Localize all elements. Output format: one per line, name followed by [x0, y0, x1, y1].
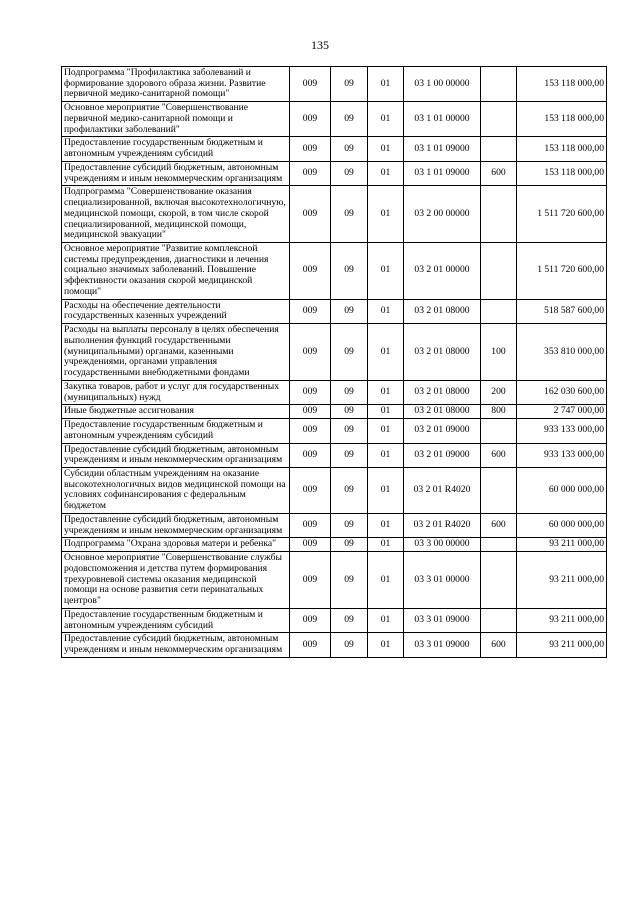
ministry-code: 009	[290, 633, 331, 657]
subsection-code: 01	[368, 405, 404, 419]
subsection-code: 01	[368, 324, 404, 381]
table-row	[62, 608, 607, 632]
target-article: 03 2 01 R4020	[404, 513, 481, 537]
section-code: 09	[331, 243, 368, 300]
row-name: Основное мероприятие "Совершенствование службы родовспоможения и детства путем формирования трехуровневой системы оказания медицинской помощи на основе развития сети перинатальных центров"	[62, 552, 290, 609]
subsection-code: 01	[368, 538, 404, 552]
amount: 933 133 000,00	[517, 419, 607, 443]
table-row	[62, 513, 607, 537]
expense-kind	[481, 102, 517, 137]
ministry-code: 009	[290, 380, 331, 404]
amount: 153 118 000,00	[517, 102, 607, 137]
amount: 93 211 000,00	[517, 552, 607, 609]
expense-kind	[481, 137, 517, 161]
expense-kind: 200	[481, 380, 517, 404]
table-row	[62, 186, 607, 243]
target-article: 03 2 01 00000	[404, 243, 481, 300]
target-article: 03 2 01 08000	[404, 324, 481, 381]
target-article: 03 1 01 09000	[404, 161, 481, 185]
subsection-code: 01	[368, 633, 404, 657]
table-row	[62, 633, 607, 657]
table-row	[62, 137, 607, 161]
ministry-code: 009	[290, 67, 331, 102]
table-row	[62, 243, 607, 300]
section-code: 09	[331, 538, 368, 552]
subsection-code: 01	[368, 137, 404, 161]
table-row	[62, 161, 607, 185]
ministry-code: 009	[290, 299, 331, 323]
target-article: 03 2 01 09000	[404, 443, 481, 467]
expense-kind: 800	[481, 405, 517, 419]
target-article: 03 3 00 00000	[404, 538, 481, 552]
ministry-code: 009	[290, 324, 331, 381]
row-name: Предоставление государственным бюджетным и автономным учреждениям субсидий	[62, 419, 290, 443]
section-code: 09	[331, 299, 368, 323]
amount: 93 211 000,00	[517, 608, 607, 632]
ministry-code: 009	[290, 552, 331, 609]
section-code: 09	[331, 608, 368, 632]
row-name: Предоставление государственным бюджетным и автономным учреждениям субсидий	[62, 137, 290, 161]
target-article: 03 3 01 00000	[404, 552, 481, 609]
section-code: 09	[331, 419, 368, 443]
section-code: 09	[331, 137, 368, 161]
expense-kind: 600	[481, 161, 517, 185]
ministry-code: 009	[290, 513, 331, 537]
table-row	[62, 299, 607, 323]
amount: 2 747 000,00	[517, 405, 607, 419]
subsection-code: 01	[368, 161, 404, 185]
row-name: Расходы на выплаты персоналу в целях обеспечения выполнения функций государственными (муниципальными) органами, казенными учреждениями, органами управления государственными внебюджетными фондами	[62, 324, 290, 381]
expense-kind	[481, 186, 517, 243]
expense-kind: 600	[481, 633, 517, 657]
row-name: Предоставление субсидий бюджетным, автономным учреждениям и иным некоммерческим организациям	[62, 513, 290, 537]
row-name: Предоставление субсидий бюджетным, автономным учреждениям и иным некоммерческим организациям	[62, 633, 290, 657]
ministry-code: 009	[290, 161, 331, 185]
table-row	[62, 419, 607, 443]
expense-kind	[481, 538, 517, 552]
page-number: 135	[311, 38, 329, 52]
ministry-code: 009	[290, 608, 331, 632]
section-code: 09	[331, 443, 368, 467]
table-body	[62, 67, 607, 658]
row-name: Субсидии областным учреждениям на оказание высокотехнологичных видов медицинской помощи на условиях софинансирования с федеральным бюджетом	[62, 467, 290, 513]
subsection-code: 01	[368, 186, 404, 243]
subsection-code: 01	[368, 380, 404, 404]
expense-kind: 600	[481, 443, 517, 467]
row-name: Закупка товаров, работ и услуг для государственных (муниципальных) нужд	[62, 380, 290, 404]
expense-kind	[481, 243, 517, 300]
expense-kind: 100	[481, 324, 517, 381]
amount: 353 810 000,00	[517, 324, 607, 381]
target-article: 03 2 01 09000	[404, 419, 481, 443]
expense-kind	[481, 419, 517, 443]
table-row	[62, 67, 607, 102]
target-article: 03 3 01 09000	[404, 633, 481, 657]
amount: 153 118 000,00	[517, 67, 607, 102]
expense-kind	[481, 552, 517, 609]
section-code: 09	[331, 67, 368, 102]
subsection-code: 01	[368, 443, 404, 467]
amount: 60 000 000,00	[517, 513, 607, 537]
expense-kind	[481, 299, 517, 323]
section-code: 09	[331, 552, 368, 609]
row-name: Подпрограмма "Совершенствование оказания специализированной, включая высокотехнологичную, медицинской помощи, скорой, в том числе скорой специализированной, медицинской помощи, медицинской эвакуации"	[62, 186, 290, 243]
expense-kind	[481, 467, 517, 513]
table-row	[62, 102, 607, 137]
section-code: 09	[331, 102, 368, 137]
amount: 153 118 000,00	[517, 137, 607, 161]
subsection-code: 01	[368, 67, 404, 102]
section-code: 09	[331, 633, 368, 657]
section-code: 09	[331, 467, 368, 513]
target-article: 03 2 01 R4020	[404, 467, 481, 513]
row-name: Подпрограмма "Охрана здоровья матери и ребенка"	[62, 538, 290, 552]
amount: 93 211 000,00	[517, 538, 607, 552]
subsection-code: 01	[368, 299, 404, 323]
section-code: 09	[331, 380, 368, 404]
expense-kind	[481, 608, 517, 632]
ministry-code: 009	[290, 243, 331, 300]
amount: 162 030 600,00	[517, 380, 607, 404]
amount: 1 511 720 600,00	[517, 243, 607, 300]
table-row	[62, 538, 607, 552]
target-article: 03 1 00 00000	[404, 67, 481, 102]
budget-table	[61, 66, 607, 658]
section-code: 09	[331, 186, 368, 243]
row-name: Предоставление субсидий бюджетным, автономным учреждениям и иным некоммерческим организациям	[62, 161, 290, 185]
ministry-code: 009	[290, 405, 331, 419]
target-article: 03 2 01 08000	[404, 380, 481, 404]
subsection-code: 01	[368, 467, 404, 513]
target-article: 03 2 01 08000	[404, 299, 481, 323]
row-name: Подпрограмма "Профилактика заболеваний и формирование здорового образа жизни. Развитие первичной медико-санитарной помощи"	[62, 67, 290, 102]
subsection-code: 01	[368, 243, 404, 300]
subsection-code: 01	[368, 608, 404, 632]
section-code: 09	[331, 324, 368, 381]
amount: 1 511 720 600,00	[517, 186, 607, 243]
target-article: 03 2 00 00000	[404, 186, 481, 243]
ministry-code: 009	[290, 137, 331, 161]
amount: 153 118 000,00	[517, 161, 607, 185]
ministry-code: 009	[290, 419, 331, 443]
target-article: 03 2 01 08000	[404, 405, 481, 419]
row-name: Иные бюджетные ассигнования	[62, 405, 290, 419]
row-name: Расходы на обеспечение деятельности государственных казенных учреждений	[62, 299, 290, 323]
table-row	[62, 467, 607, 513]
subsection-code: 01	[368, 102, 404, 137]
amount: 60 000 000,00	[517, 467, 607, 513]
table-row	[62, 552, 607, 609]
table-row	[62, 324, 607, 381]
amount: 518 587 600,00	[517, 299, 607, 323]
row-name: Основное мероприятие "Совершенствование первичной медико-санитарной помощи и профилактики заболеваний"	[62, 102, 290, 137]
expense-kind: 600	[481, 513, 517, 537]
amount: 933 133 000,00	[517, 443, 607, 467]
subsection-code: 01	[368, 419, 404, 443]
table-row	[62, 405, 607, 419]
ministry-code: 009	[290, 467, 331, 513]
expense-kind	[481, 67, 517, 102]
ministry-code: 009	[290, 443, 331, 467]
section-code: 09	[331, 405, 368, 419]
ministry-code: 009	[290, 538, 331, 552]
row-name: Основное мероприятие "Развитие комплексной системы предупреждения, диагностики и лечения социально значимых заболеваний. Повышение эффективности оказания скорой медицинской помощи"	[62, 243, 290, 300]
row-name: Предоставление государственным бюджетным и автономным учреждениям субсидий	[62, 608, 290, 632]
table-row	[62, 443, 607, 467]
target-article: 03 1 01 00000	[404, 102, 481, 137]
ministry-code: 009	[290, 102, 331, 137]
subsection-code: 01	[368, 552, 404, 609]
row-name: Предоставление субсидий бюджетным, автономным учреждениям и иным некоммерческим организациям	[62, 443, 290, 467]
table-row	[62, 380, 607, 404]
amount: 93 211 000,00	[517, 633, 607, 657]
target-article: 03 3 01 09000	[404, 608, 481, 632]
subsection-code: 01	[368, 513, 404, 537]
section-code: 09	[331, 161, 368, 185]
ministry-code: 009	[290, 186, 331, 243]
target-article: 03 1 01 09000	[404, 137, 481, 161]
section-code: 09	[331, 513, 368, 537]
